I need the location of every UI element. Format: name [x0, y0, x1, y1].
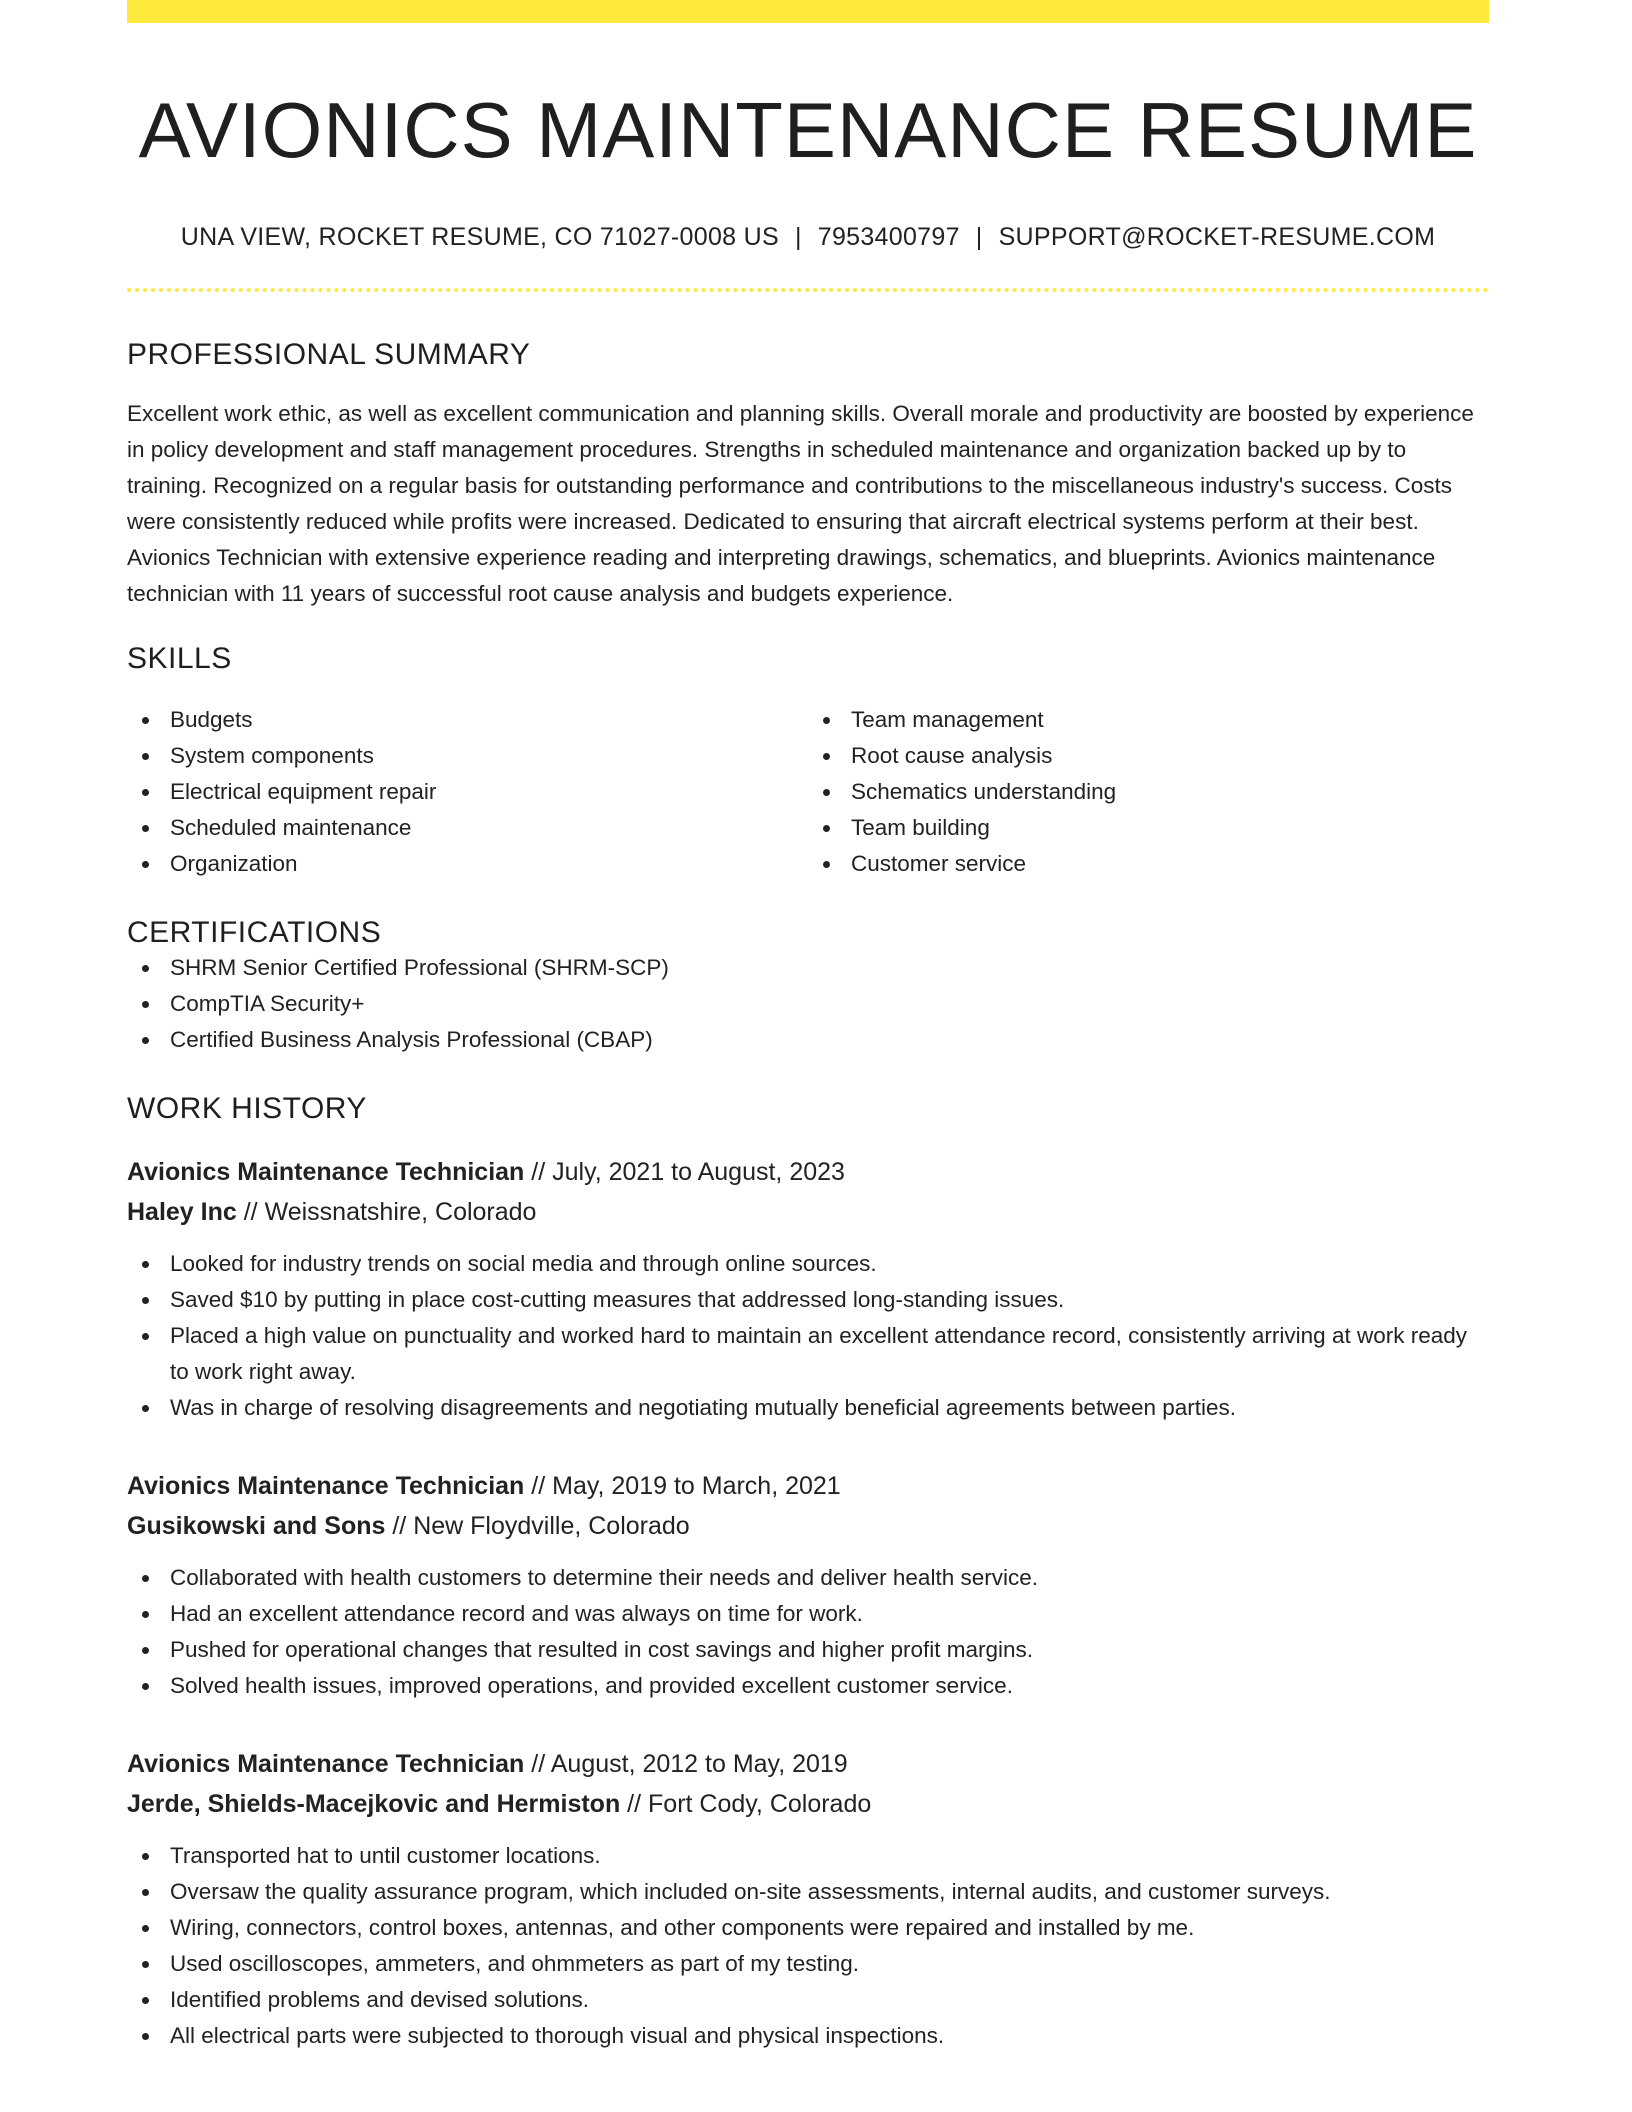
- job-entry: [127, 1744, 1489, 2054]
- bullet-dot-icon: [142, 1889, 149, 1896]
- company-divider: //: [385, 1512, 414, 1541]
- bullet-dot-icon: [142, 1611, 149, 1618]
- list-item: [127, 1838, 1489, 1874]
- company-divider: //: [620, 1790, 649, 1819]
- list-item-text: Customer service: [851, 851, 1027, 877]
- dotted-divider: [127, 288, 1489, 292]
- job-dates: August, 2012 to May, 2019: [550, 1750, 848, 1779]
- list-item-text: Pushed for operational changes that resulted in cost savings and higher profit margins.: [170, 1637, 1034, 1663]
- bullet-dot-icon: [142, 789, 149, 796]
- bullet-dot-icon: [142, 1001, 149, 1008]
- list-item-text: Solved health issues, improved operations, and provided excellent customer service.: [170, 1673, 1013, 1699]
- job-role-line: [127, 1466, 1489, 1506]
- list-item-text: Was in charge of resolving disagreements and negotiating mutually beneficial agreements between parties.: [170, 1395, 1237, 1421]
- list-item: [127, 1022, 1489, 1058]
- bullet-dot-icon: [142, 1575, 149, 1582]
- bullet-dot-icon: [823, 825, 830, 832]
- bullet-dot-icon: [142, 1297, 149, 1304]
- contact-line: [127, 223, 1489, 252]
- bullet-dot-icon: [142, 1853, 149, 1860]
- job-company: Haley Inc: [127, 1198, 237, 1227]
- job-entry: [127, 1466, 1489, 1704]
- list-item: [127, 1874, 1489, 1910]
- bullet-dot-icon: [142, 1333, 149, 1340]
- bullet-dot-icon: [142, 861, 149, 868]
- list-item: [808, 738, 1489, 774]
- list-item: [127, 1246, 1489, 1282]
- role-divider: //: [524, 1472, 553, 1501]
- bullet-dot-icon: [142, 1037, 149, 1044]
- role-divider: //: [524, 1750, 551, 1779]
- list-item: [127, 1318, 1489, 1390]
- job-role: Avionics Maintenance Technician: [127, 1472, 525, 1501]
- list-item-text: Budgets: [170, 707, 253, 733]
- job-entry: [127, 1152, 1489, 1426]
- bullet-dot-icon: [142, 1961, 149, 1968]
- job-company-line: [127, 1192, 1489, 1232]
- list-item-text: Saved $10 by putting in place cost-cutting measures that addressed long-standing issues.: [170, 1287, 1065, 1313]
- top-accent-bar: [127, 0, 1489, 23]
- job-role: Avionics Maintenance Technician: [127, 1750, 525, 1779]
- list-item-text: Had an excellent attendance record and was always on time for work.: [170, 1601, 863, 1627]
- list-item-text: CompTIA Security+: [170, 991, 365, 1017]
- bullet-dot-icon: [142, 1997, 149, 2004]
- email: SUPPORT@ROCKET-RESUME.COM: [998, 223, 1436, 252]
- list-item: [127, 774, 808, 810]
- bullet-dot-icon: [142, 2033, 149, 2040]
- list-item-text: Used oscilloscopes, ammeters, and ohmmeters as part of my testing.: [170, 1951, 860, 1977]
- list-item: [127, 1632, 1489, 1668]
- list-item-text: Team management: [851, 707, 1044, 733]
- job-bullets: [127, 1560, 1489, 1704]
- list-item-text: Scheduled maintenance: [170, 815, 412, 841]
- list-item-text: Transported hat to until customer locations.: [170, 1843, 601, 1869]
- list-item: [127, 1946, 1489, 1982]
- list-item: [127, 1560, 1489, 1596]
- job-location: Fort Cody, Colorado: [648, 1790, 872, 1819]
- list-item: [127, 810, 808, 846]
- list-item: [808, 846, 1489, 882]
- bullet-dot-icon: [142, 1261, 149, 1268]
- bullet-dot-icon: [823, 717, 830, 724]
- skills-heading: SKILLS: [127, 642, 232, 676]
- role-divider: //: [524, 1158, 553, 1187]
- list-item-text: All electrical parts were subjected to thorough visual and physical inspections.: [170, 2023, 945, 2049]
- bullet-dot-icon: [142, 1925, 149, 1932]
- job-dates: July, 2021 to August, 2023: [552, 1158, 845, 1187]
- job-role: Avionics Maintenance Technician: [127, 1158, 525, 1187]
- bullet-dot-icon: [142, 1647, 149, 1654]
- list-item: [127, 950, 1489, 986]
- bullet-dot-icon: [142, 965, 149, 972]
- skills-right-list: [808, 702, 1489, 882]
- bullet-dot-icon: [823, 789, 830, 796]
- job-role-line: [127, 1744, 1489, 1784]
- job-bullets: [127, 1838, 1489, 2054]
- list-item: [127, 846, 808, 882]
- certifications-list: [127, 950, 1489, 1058]
- address: UNA VIEW, ROCKET RESUME, CO 71027-0008 US: [180, 223, 779, 252]
- certifications-heading: CERTIFICATIONS: [127, 916, 382, 950]
- list-item: [127, 2018, 1489, 2054]
- list-item-text: Placed a high value on punctuality and worked hard to maintain an excellent attendance record, consistently arriving at work ready to work right away.: [170, 1323, 1468, 1385]
- list-item: [127, 1596, 1489, 1632]
- bullet-dot-icon: [142, 825, 149, 832]
- job-company-line: [127, 1506, 1489, 1546]
- bullet-dot-icon: [823, 861, 830, 868]
- list-item: [127, 1982, 1489, 2018]
- skills-left-list: [127, 702, 808, 882]
- list-item-text: Schematics understanding: [851, 779, 1117, 805]
- list-item-text: Root cause analysis: [851, 743, 1053, 769]
- list-item: [127, 1282, 1489, 1318]
- bullet-dot-icon: [142, 753, 149, 760]
- resume-page: [127, 0, 1489, 2054]
- list-item-text: Collaborated with health customers to determine their needs and deliver health service.: [170, 1565, 1038, 1591]
- list-item-text: Wiring, connectors, control boxes, antennas, and other components were repaired and installed by me.: [170, 1915, 1195, 1941]
- list-item-text: Oversaw the quality assurance program, which included on-site assessments, internal audits, and customer surveys.: [170, 1879, 1331, 1905]
- job-location: New Floydville, Colorado: [413, 1512, 690, 1541]
- resume-title: AVIONICS MAINTENANCE RESUME: [138, 86, 1478, 174]
- list-item-text: SHRM Senior Certified Professional (SHRM-SCP): [170, 955, 669, 981]
- list-item: [127, 702, 808, 738]
- list-item-text: Electrical equipment repair: [170, 779, 437, 805]
- summary-text: Excellent work ethic, as well as excellent communication and planning skills. Overall morale and productivity are boosted by experience in policy development and staff management procedures. Strengths in scheduled maintenance and organization backed up by to training. Recognized on a regular basis for outstanding performance and contributions to the miscellaneous industry's success. Costs were consistently reduced while profits were increased. Dedicated to ensuring that aircraft electrical systems perform at their best. Avionics Technician with extensive experience reading and interpreting drawings, schematics, and blueprints. Avionics maintenance technician with 11 years of successful root cause analysis and budgets experience.: [127, 401, 1474, 607]
- list-item: [808, 774, 1489, 810]
- list-item: [127, 738, 808, 774]
- list-item-text: Looked for industry trends on social media and through online sources.: [170, 1251, 877, 1277]
- phone: 7953400797: [817, 223, 960, 252]
- bullet-dot-icon: [142, 1683, 149, 1690]
- contact-separator: |: [975, 223, 983, 252]
- list-item: [127, 986, 1489, 1022]
- skills-columns: [127, 702, 1489, 882]
- list-item: [127, 1390, 1489, 1426]
- job-location: Weissnatshire, Colorado: [264, 1198, 537, 1227]
- job-company: Jerde, Shields-Macejkovic and Hermiston: [127, 1790, 621, 1819]
- work-history-heading: WORK HISTORY: [127, 1092, 367, 1126]
- job-company: Gusikowski and Sons: [127, 1512, 386, 1541]
- contact-separator: |: [794, 223, 802, 252]
- job-bullets: [127, 1246, 1489, 1426]
- job-company-line: [127, 1784, 1489, 1824]
- list-item: [127, 1910, 1489, 1946]
- list-item: [127, 1668, 1489, 1704]
- list-item-text: Team building: [851, 815, 990, 841]
- job-role-line: [127, 1152, 1489, 1192]
- list-item-text: Identified problems and devised solutions.: [170, 1987, 590, 2013]
- bullet-dot-icon: [823, 753, 830, 760]
- list-item: [808, 702, 1489, 738]
- company-divider: //: [236, 1198, 265, 1227]
- list-item-text: System components: [170, 743, 374, 769]
- list-item: [808, 810, 1489, 846]
- bullet-dot-icon: [142, 1405, 149, 1412]
- list-item-text: Certified Business Analysis Professional (CBAP): [170, 1027, 653, 1053]
- list-item-text: Organization: [170, 851, 298, 877]
- summary-heading: PROFESSIONAL SUMMARY: [127, 338, 531, 372]
- job-dates: May, 2019 to March, 2021: [552, 1472, 841, 1501]
- bullet-dot-icon: [142, 717, 149, 724]
